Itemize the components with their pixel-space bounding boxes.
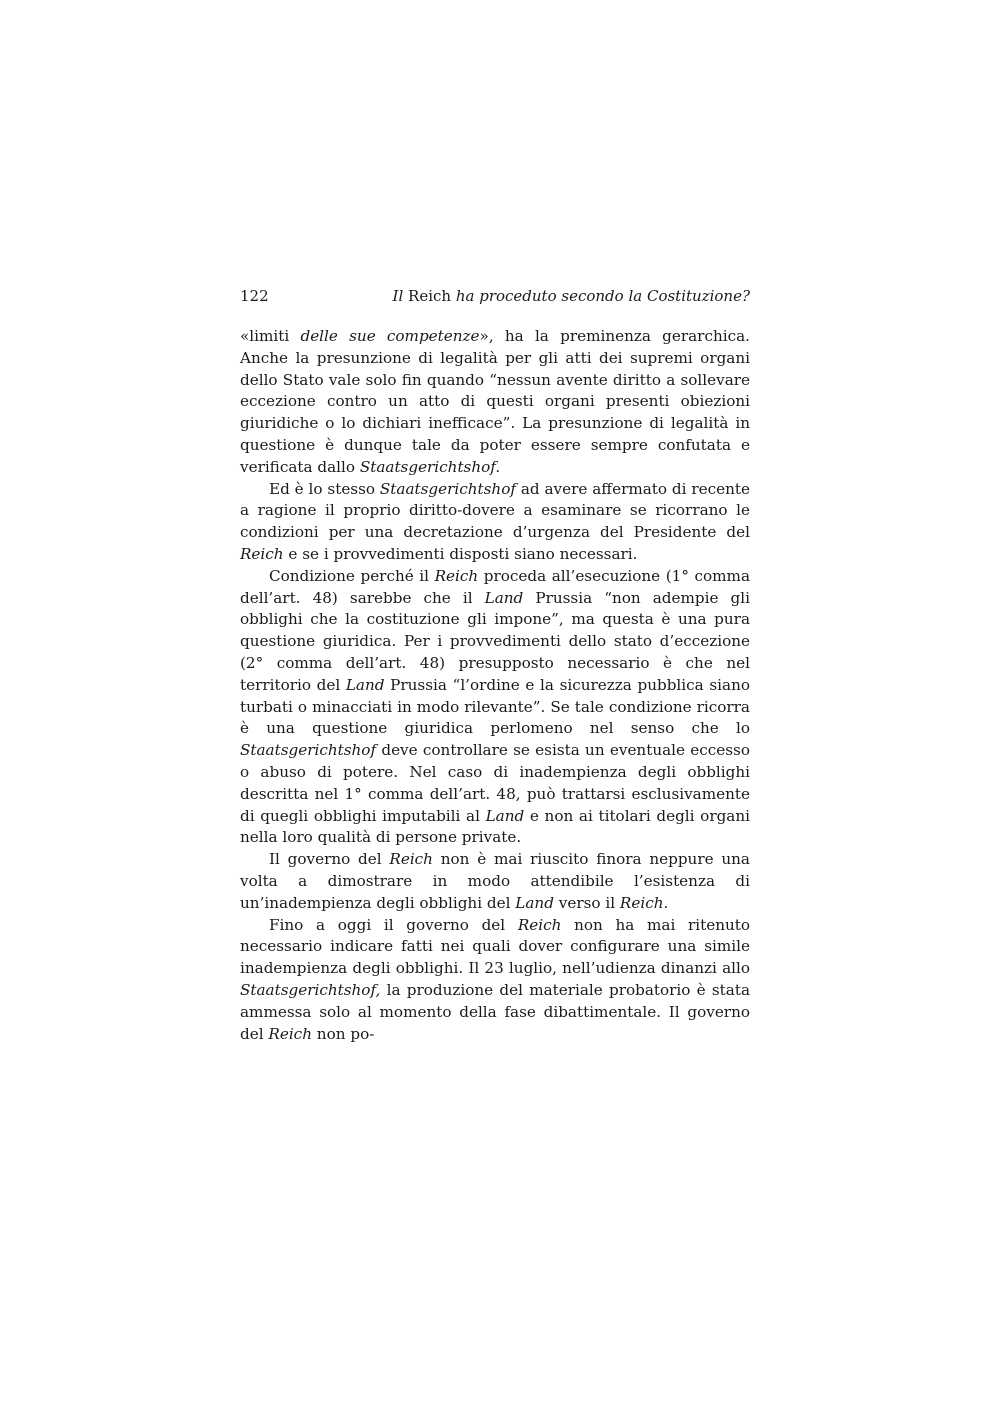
- paragraph-5: [240, 915, 750, 1046]
- text-run: proceda all’esecuzione (1° comma dell’art. 48) sarebbe che il: [240, 566, 750, 607]
- running-head-reich: Reich: [408, 287, 452, 305]
- text-run: Ed è lo stesso: [269, 479, 380, 498]
- italic-run: Reich: [517, 915, 562, 934]
- paragraph-2: [240, 479, 750, 566]
- text-run: Prussia “l’ordine e la sicurezza pubblica siano turbati o minacciati in modo rilevante”. Se tale condizione ricorra è una questione giuridica perlomeno nel senso che lo: [240, 675, 750, 738]
- paragraph-1: [240, 326, 750, 479]
- page-number: 122: [240, 287, 269, 305]
- text-run: verso il: [553, 893, 620, 912]
- italic-run: Staatsgerichtshof: [240, 741, 377, 760]
- paragraph-4: [240, 849, 750, 914]
- text-run: Fino a oggi il governo del: [269, 915, 518, 934]
- page-header: [240, 287, 750, 311]
- text-run: Condizione perché il: [269, 566, 435, 585]
- running-head: [393, 287, 750, 305]
- italic-run: delle sue competenze: [300, 327, 480, 345]
- text-run: non po-: [311, 1024, 375, 1043]
- text-run: non è mai riuscito finora neppure una volta a dimostrare in modo attendibile l’esistenza di un’inadempienza degli obblighi del: [240, 850, 750, 912]
- paragraph-3: [240, 566, 750, 849]
- text-run: «limiti: [240, 327, 301, 345]
- italic-run: Land: [345, 675, 385, 694]
- running-head-title: ha proceduto secondo la Costituzione?: [455, 287, 750, 305]
- text-run: », ha la preminenza gerarchica. Anche la presunzione di legalità per gli atti dei supremi organi dello Stato vale solo fin quando “nessun avente diritto a sollevare eccezione contro un atto di questi organi presenti obiezioni giuridiche o lo dichiari inefficace”. La presunzione di legalità in questione è dunque tale da poter essere sempre confutata e verificata dallo: [240, 327, 750, 476]
- text-run: e non ai titolari degli organi nella loro qualità di persone private.: [240, 806, 751, 847]
- italic-run: Staatsgerichtshof: [379, 479, 516, 498]
- body-text: [240, 326, 750, 1045]
- text-run: ad avere affermato di recente a ragione il proprio diritto-dovere a esaminare se ricorrano le condizioni per una decretazione d’urgenza del Presidente del: [240, 479, 750, 542]
- italic-run: Land: [485, 806, 525, 825]
- text-run: deve controllare se esista un eventuale eccesso o abuso di potere. Nel caso di inadempienza degli obblighi descritta nel 1° comma dell’art. 48, può trattarsi esclusivamente di quegli obblighi imputabili al: [240, 741, 750, 825]
- text-run: la produzione del materiale probatorio è stata ammessa solo al momento della fase dibattimentale. Il governo del: [240, 980, 750, 1043]
- italic-run: Land: [484, 588, 524, 607]
- running-head-il: Il: [392, 287, 404, 305]
- italic-run: Staatsgerichtshof.: [359, 457, 501, 476]
- text-run: non ha mai ritenuto necessario indicare fatti nei quali dover configurare una simile inadempienza degli obblighi. Il 23 luglio, nell’udienza dinanzi allo: [240, 915, 751, 978]
- italic-run: Reich: [240, 544, 284, 563]
- text-run: e se i provvedimenti disposti siano necessari.: [283, 544, 638, 563]
- text-run: Il governo del: [269, 850, 390, 869]
- italic-run: Reich: [389, 850, 433, 869]
- italic-run: Reich: [434, 566, 479, 585]
- italic-run: Land: [515, 893, 554, 912]
- italic-run: Reich: [268, 1024, 312, 1043]
- italic-run: Staatsgerichtshof,: [240, 980, 381, 999]
- text-run: Prussia “non adempie gli obblighi che la costituzione gli impone”, ma questa è una pura questione giuridica. Per i provvedimenti dello stato d’eccezione (2° comma dell’art. 48) presupposto necessario è che nel territorio del: [240, 588, 750, 694]
- italic-run: Reich.: [619, 893, 669, 912]
